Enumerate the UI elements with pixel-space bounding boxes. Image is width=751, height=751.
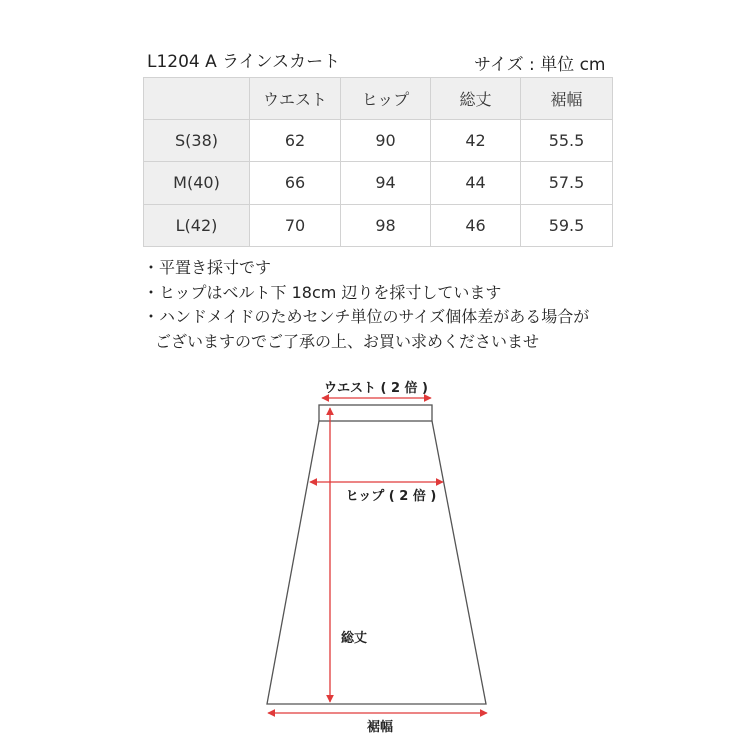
value-cell: 46 xyxy=(431,204,521,246)
value-cell: 59.5 xyxy=(521,204,613,246)
note-line: ・平置き採寸です xyxy=(143,258,272,277)
skirt-outline xyxy=(267,421,486,704)
size-cell: L(42) xyxy=(144,204,250,246)
size-cell: M(40) xyxy=(144,162,250,204)
length-label: 総丈 xyxy=(341,631,368,646)
value-cell: 94 xyxy=(341,162,431,204)
value-cell: 70 xyxy=(250,204,341,246)
value-cell: 62 xyxy=(250,120,341,162)
note-line: ございますのでご了承の上、お買い求めくださいませ xyxy=(155,331,540,351)
note-line: ・ハンドメイドのためセンチ単位のサイズ個体差がある場合が xyxy=(143,307,590,326)
header-cell-hem: 裾幅 xyxy=(521,78,613,120)
value-cell: 44 xyxy=(431,162,521,204)
waist-label: ウエスト ( 2 倍 ) xyxy=(323,381,429,396)
header-cell-length: 総丈 xyxy=(431,78,521,120)
value-cell: 66 xyxy=(250,162,341,204)
value-cell: 55.5 xyxy=(521,120,613,162)
hem-label: 裾幅 xyxy=(366,720,394,735)
header-cell-hip: ヒップ xyxy=(341,78,431,120)
value-cell: 98 xyxy=(341,204,431,246)
value-cell: 90 xyxy=(341,120,431,162)
waistband-outline xyxy=(319,405,432,421)
product-title: L1204 A ラインスカート xyxy=(147,52,341,72)
header-cell-waist: ウエスト xyxy=(250,78,341,120)
hip-label: ヒップ ( 2 倍 ) xyxy=(345,489,437,504)
note-line: ・ヒップはベルト下 18cm 辺りを採寸しています xyxy=(143,282,502,302)
unit-label: サイズ : 単位 cm xyxy=(474,55,606,75)
value-cell: 42 xyxy=(431,120,521,162)
value-cell: 57.5 xyxy=(521,162,613,204)
size-cell: S(38) xyxy=(144,120,250,162)
